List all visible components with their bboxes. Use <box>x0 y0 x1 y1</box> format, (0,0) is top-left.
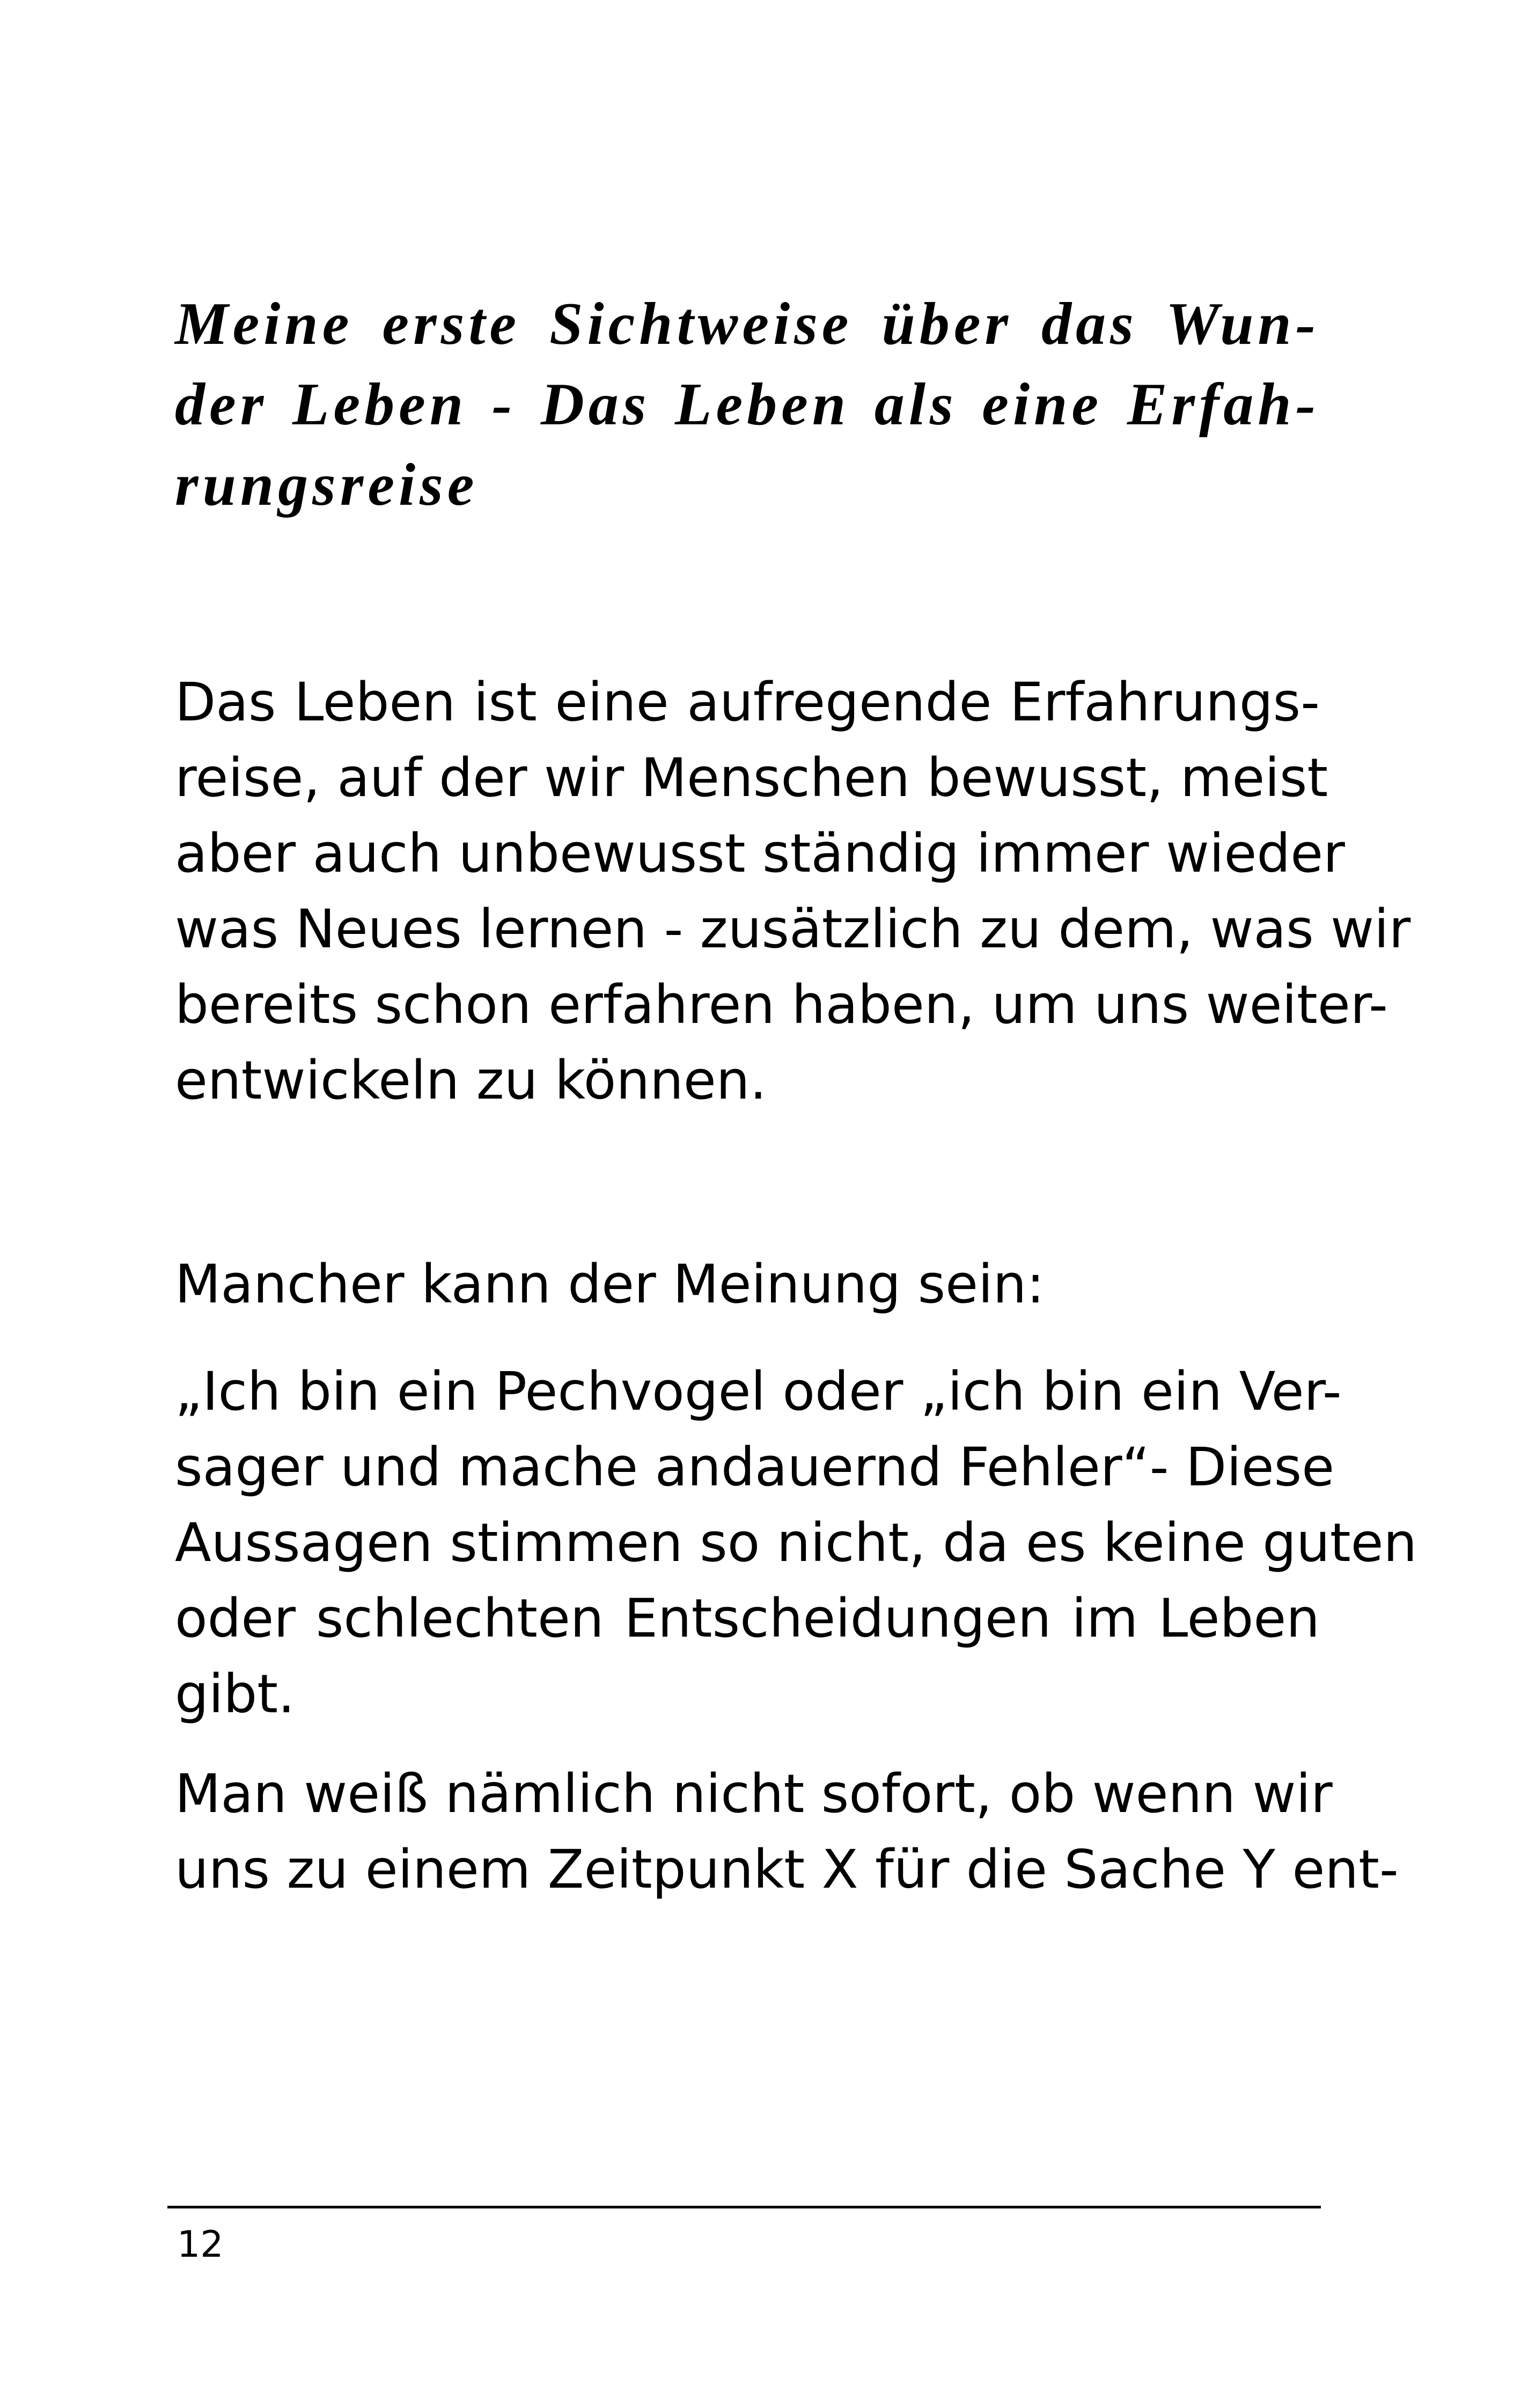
text-line: gibt. <box>175 1663 295 1725</box>
heading-line: der Leben - Das Leben als eine Erfah- <box>175 371 1320 438</box>
text-line: aber auch unbewusst ständig immer wieder <box>175 823 1345 885</box>
footer-rule <box>167 2206 1321 2208</box>
text-line: bereits schon erfahren haben, um uns weiter- <box>175 974 1388 1036</box>
text-line: Das Leben ist eine aufregende Erfahrungs- <box>175 672 1320 733</box>
page-number: 12 <box>177 2223 224 2266</box>
text-line: reise, auf der wir Menschen bewusst, meist <box>175 747 1328 809</box>
text-line: oder schlechten Entscheidungen im Leben <box>175 1588 1320 1649</box>
text-line: „Ich bin ein Pechvogel oder „ich bin ein Ver- <box>175 1361 1342 1423</box>
heading-line: rungsreise <box>175 452 479 518</box>
text-line: entwickeln zu können. <box>175 1050 767 1111</box>
text-line: was Neues lernen - zusätzlich zu dem, was wir <box>175 899 1411 960</box>
text-line: Man weiß nämlich nicht sofort, ob wenn wir <box>175 1763 1333 1825</box>
text-line: Mancher kann der Meinung sein: <box>175 1254 1045 1315</box>
text-line: sager und mache andauernd Fehler“- Diese <box>175 1437 1335 1498</box>
text-line: Aussagen stimmen so nicht, da es keine guten <box>175 1512 1417 1574</box>
text-line: uns zu einem Zeitpunkt X für die Sache Y ent- <box>175 1839 1399 1901</box>
heading-line: Meine erste Sichtweise über das Wun- <box>175 291 1320 357</box>
